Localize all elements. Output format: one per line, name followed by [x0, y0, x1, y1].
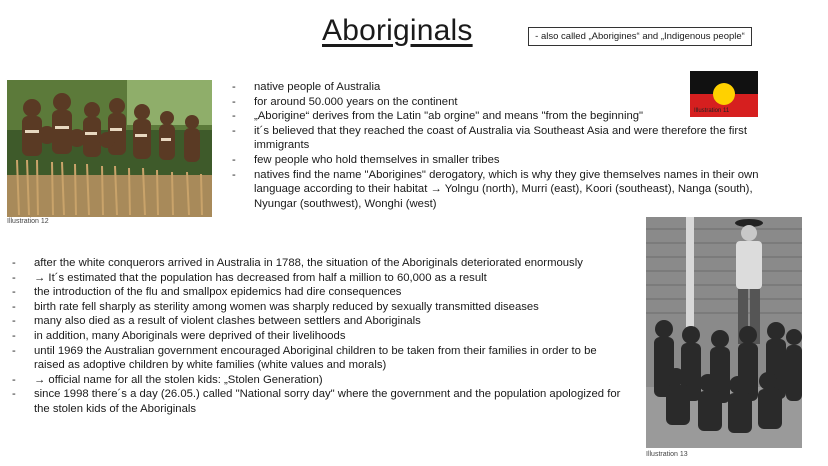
bottom-bullet-list	[10, 256, 625, 417]
list-item: - for around 50.000 years on the continent	[230, 95, 760, 110]
list-item: - few people who hold themselves in smaller tribes	[230, 153, 760, 168]
list-item: - „Aborigine“ derives from the Latin "ab orgine" and means "from the beginning"	[230, 109, 760, 124]
list-item: - natives find the name "Aborigines" derogatory, which is why they give themselves names in their own language according to their habitat → Yolngu (north), Murri (east), Koori (southeast), Nanga (south), Nyungar (southwest), Wonghi (west)	[230, 168, 760, 212]
list-item: - since 1998 there´s a day (26.05.) called "National sorry day" where the government and the population apologized for the stolen kids of the Aboriginals	[10, 387, 625, 416]
list-item: - in addition, many Aboriginals were deprived of their livelihoods	[10, 329, 625, 344]
tribe-photo-illustration	[7, 80, 212, 217]
list-item: - after the white conquerors arrived in Australia in 1788, the situation of the Aboriginals deteriorated enormously	[10, 256, 625, 271]
slide-title: Aboriginals	[322, 14, 473, 47]
list-item: - native people of Australia	[230, 80, 760, 95]
tribe-photo	[7, 80, 212, 217]
list-item: - until 1969 the Australian government encouraged Aboriginal children to be taken from their families in order to be raised as adoptive children by white families (white values and morals)	[10, 344, 625, 373]
caption-illustration-12: Illustration 12	[7, 218, 49, 225]
list-item: - birth rate fell sharply as sterility among women was sharply reduced by sexually transmitted diseases	[10, 300, 625, 315]
list-item: - the introduction of the flu and smallpox epidemics had dire consequences	[10, 285, 625, 300]
caption-illustration-13: Illustration 13	[646, 451, 688, 458]
list-item: - → It´s estimated that the population has decreased from half a million to 60,000 as a result	[10, 271, 625, 286]
also-called-callout: - also called „Aborigines“ and „Indigenous people“	[528, 27, 752, 46]
stolen-generation-photo-illustration	[646, 217, 802, 448]
top-bullet-list	[230, 80, 760, 211]
stolen-generation-photo	[646, 217, 802, 448]
list-item: - it´s believed that they reached the coast of Australia via Southeast Asia and were therefore the first immigrants	[230, 124, 760, 153]
list-item: - → official name for all the stolen kids: „Stolen Generation)	[10, 373, 625, 388]
caption-illustration-11: Illustration 11	[694, 108, 730, 114]
list-item: - many also died as a result of violent clashes between settlers and Aboriginals	[10, 314, 625, 329]
